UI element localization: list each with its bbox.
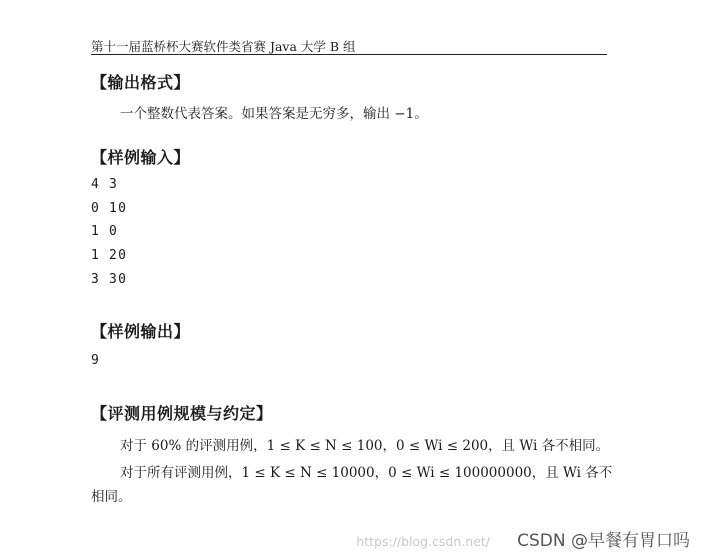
sample-input-line: 1 20	[91, 248, 128, 263]
sample-input-line: 4 3	[91, 177, 119, 192]
constraints-text-line2: 对于所有评测用例，1 ≤ K ≤ N ≤ 10000，0 ≤ Wi ≤ 100000000，且 Wi 各不	[120, 465, 613, 481]
output-format-text: 一个整数代表答案。如果答案是无穷多，输出 −1。	[120, 106, 428, 122]
sample-output-line: 9	[91, 353, 101, 368]
constraints-text-line3: 相同。	[91, 489, 132, 505]
sample-input-line: 3 30	[91, 272, 128, 287]
watermark-brand: CSDN @早餐有胃口吗	[517, 531, 690, 551]
page-header-title: 第十一届蓝桥杯大赛软件类省赛 Java 大学 B 组	[91, 39, 356, 54]
constraints-heading: 【评测用例规模与约定】	[91, 404, 273, 423]
watermark	[356, 526, 690, 551]
watermark-url: https://blog.csdn.net/	[356, 534, 490, 549]
constraints-text-line1: 对于 60% 的评测用例，1 ≤ K ≤ N ≤ 100，0 ≤ Wi ≤ 200，且 Wi 各不相同。	[120, 438, 610, 454]
sample-input-line: 0 10	[91, 201, 128, 216]
page-header	[91, 36, 607, 55]
sample-input-heading: 【样例输入】	[91, 148, 191, 167]
sample-input-line: 1 0	[91, 224, 119, 239]
output-format-heading: 【输出格式】	[91, 73, 191, 92]
sample-output-heading: 【样例输出】	[91, 322, 191, 341]
